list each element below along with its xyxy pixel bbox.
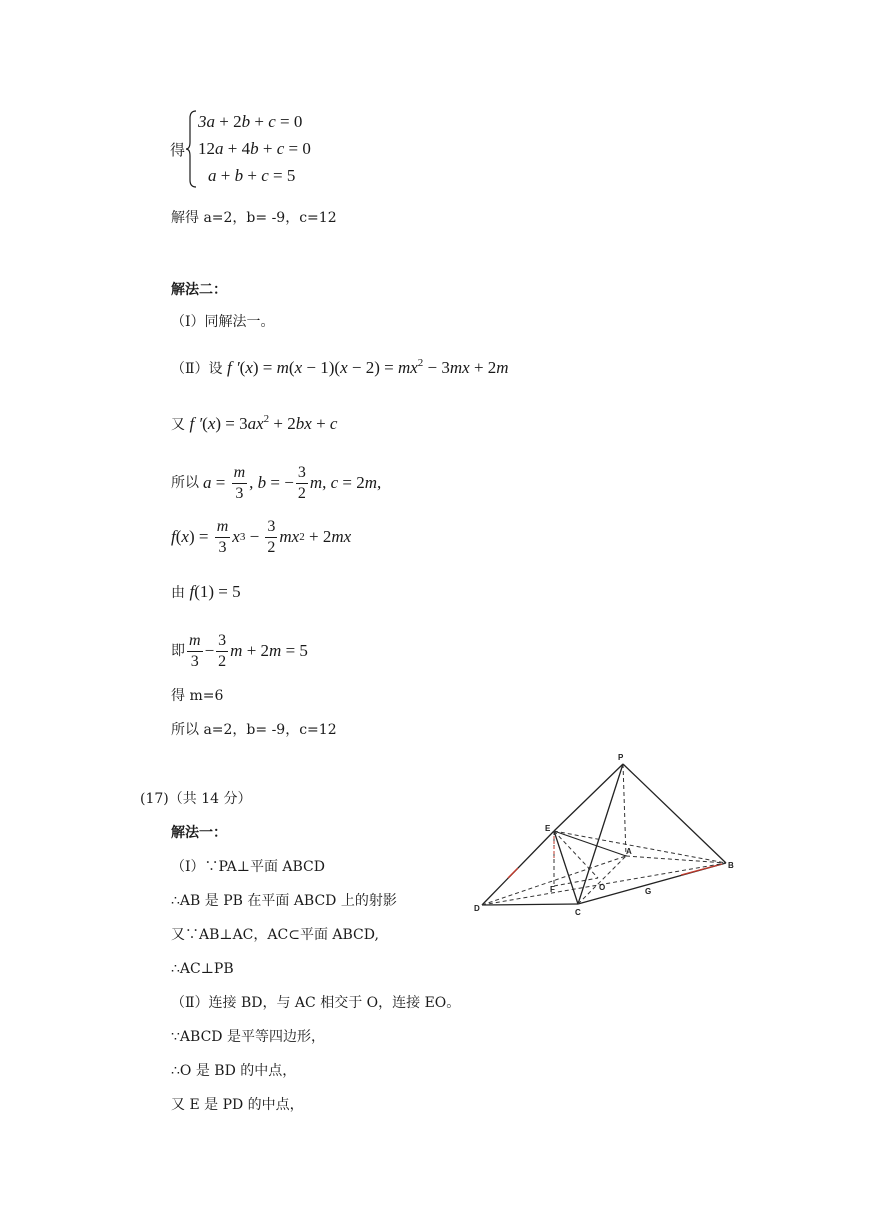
proof-line-3: 又∵AB⊥AC，AC⊂平面 ABCD, — [171, 927, 379, 943]
pyramid-figure — [466, 748, 746, 928]
fx-equation: f ( x ) = $\frac{m}{3}$ x 3 − $\frac{3}{2}$ mx 2 + 2 mx — [171, 517, 352, 556]
problem17-header: (17)（共 14 分） — [140, 791, 252, 807]
fprime-equation: f $'(x) = m(x - 1)(x - 2) = mx^2 - 3mx + 2m$ — [226, 357, 509, 377]
so-prefix: 所以 — [171, 475, 199, 491]
equation-1: 3a + 2b + c = 0 — [198, 112, 303, 131]
proof-line-8: 又 E 是 PD 的中点， — [171, 1097, 304, 1113]
label-C: C — [575, 908, 581, 917]
label-B: B — [728, 861, 734, 870]
method2-get-m: 得 m=6 — [171, 688, 224, 704]
label-D: D — [474, 904, 480, 913]
proof-line-5: （Ⅱ）连接 BD，与 AC 相交于 O，连接 EO。 — [171, 995, 461, 1011]
label-O: O — [599, 883, 606, 892]
fprime-equation-2: f $'(x) = 3ax^2 + 2bx + c$ — [189, 413, 338, 433]
equation-3: a + b + c = 5 — [208, 166, 296, 185]
method2-title: 解法二： — [171, 282, 227, 298]
proof-line-6: ∵ABCD 是平等四边形， — [171, 1029, 325, 1045]
label-G: G — [645, 887, 652, 896]
label-E: E — [545, 824, 551, 833]
equation-2: 12a + 4b + c = 0 — [198, 139, 311, 158]
method2-by — [171, 582, 241, 603]
edge-EC — [554, 831, 578, 904]
again-prefix: 又 — [171, 417, 185, 433]
method1-title: 解法一： — [171, 825, 227, 841]
method2-ie — [171, 628, 308, 674]
by-prefix: 由 — [171, 585, 185, 601]
label-P: P — [618, 753, 624, 762]
edge-PB — [623, 764, 726, 863]
left-brace — [186, 110, 198, 188]
system-prefix: 得 — [170, 141, 186, 159]
label-A: A — [626, 847, 632, 856]
abc-equation: a = $\frac{m}{3}$ , b = − $\frac{3}{2}$ m , c = 2 m , — [203, 463, 382, 502]
m-equation: $\frac{m}{3}$ − $\frac{3}{2}$ m + 2 m = 5 — [189, 631, 308, 670]
method2-part2 — [171, 358, 509, 379]
method2-part1: （Ⅰ）同解法一。 — [171, 314, 275, 330]
ie-prefix: 即 — [171, 643, 185, 659]
method2-again — [171, 414, 337, 435]
proof-line-4: ∴AC⊥PB — [171, 961, 234, 977]
edge-EA — [554, 831, 626, 856]
proof-line-2: ∴AB 是 PB 在平面 ABCD 上的射影 — [171, 893, 397, 909]
method2-result: 所以 a=2，b= -9，c=12 — [171, 722, 337, 738]
label-F: F — [550, 885, 555, 894]
proof-line-7: ∴O 是 BD 的中点， — [171, 1063, 297, 1079]
part2-prefix: （Ⅱ）设 — [171, 361, 223, 377]
equation-system — [170, 108, 370, 190]
accent-CB — [681, 864, 722, 875]
edge-DC — [482, 904, 578, 905]
f1-equation: f(1) = 5 — [189, 582, 241, 601]
proof-line-1: （Ⅰ）∵PA⊥平面 ABCD — [171, 859, 325, 875]
solution-line-1: 解得 a=2，b= -9，c=12 — [171, 210, 337, 226]
method2-abc — [171, 460, 381, 506]
method2-fx — [171, 514, 351, 560]
accent-DE — [508, 868, 518, 878]
